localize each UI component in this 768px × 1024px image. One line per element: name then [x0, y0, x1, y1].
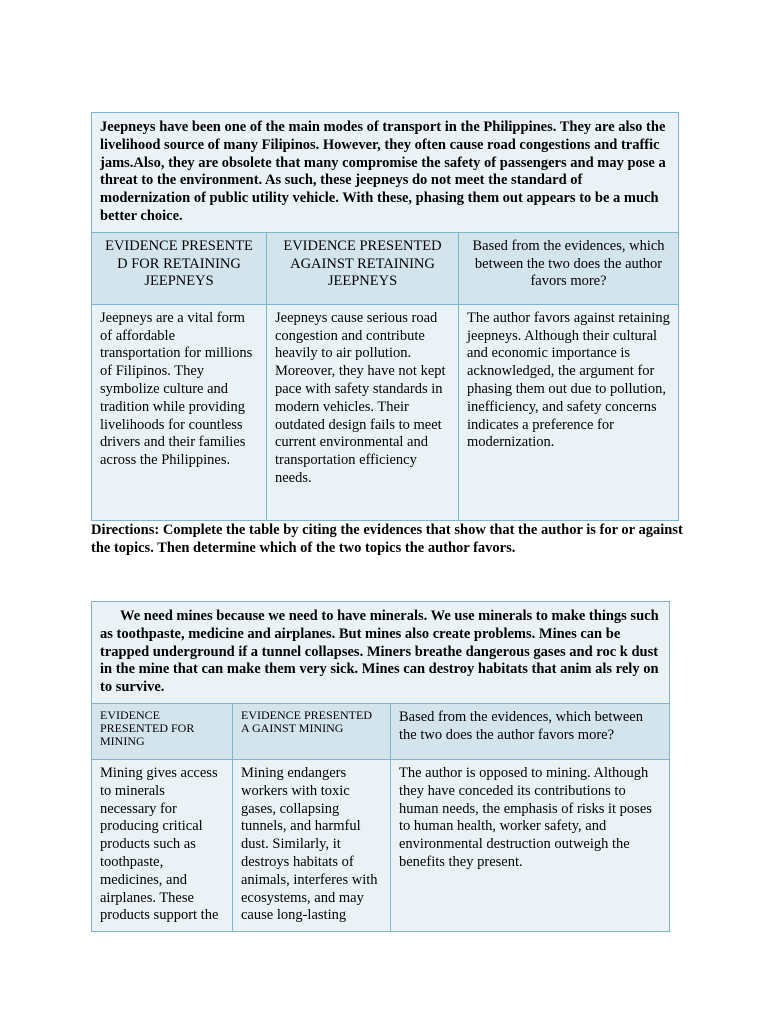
- directions-text: Directions: Complete the table by citing the evidences that show that the author is for or against the topics. Then determine which of the two topics the author favors.: [91, 522, 683, 556]
- evidence-against-cell[interactable]: [233, 759, 391, 931]
- evidence-against-cell[interactable]: [267, 304, 459, 520]
- header-question-label: Based from the evidences, which between the two does the author favors more?: [399, 708, 643, 743]
- evidence-against-text: Mining endangers workers with toxic gases, collapsing tunnels, and harmful dust. Similarly, it destroys habitats of animals, interferes with ecosystems, and may cause long-lasting: [241, 764, 378, 924]
- author-favor-text: The author favors against retaining jeepneys. Although their cultural and economic importance is acknowledged, the argument for phasing them out due to pollution, inefficiency, and safety concerns indicates a preference for modernization.: [467, 309, 670, 451]
- passage-cell: [92, 602, 670, 704]
- header-against-label: EVIDENCE PRESENTED A GAINST MINING: [241, 707, 372, 735]
- header-question-cell: [391, 703, 670, 759]
- evidence-for-cell[interactable]: [92, 304, 267, 520]
- evidence-for-text: Jeepneys are a vital form of affordable transportation for millions of Filipinos. They symbolize culture and tradition while providing livelihoods for countless drivers and their families across the Philippines.: [100, 309, 253, 469]
- evidence-against-text: Jeepneys cause serious road congestion and contribute heavily to air pollution. Moreover, they have not kept pace with safety standards in modern vehicles. Their outdated design fails to meet current environmental and transportation efficiency needs.: [275, 309, 446, 486]
- evidence-for-text: Mining gives access to minerals necessary for producing critical products such as toothpaste, medicines, and airplanes. These products support the: [100, 764, 219, 924]
- header-against-cell: [233, 703, 391, 759]
- author-favor-text: The author is opposed to mining. Although they have conceded its contributions to human needs, the emphasis of risks it poses to human health, worker safety, and environmental destruction outweigh the benefits they present.: [399, 764, 652, 870]
- header-question-cell: [459, 232, 679, 304]
- author-favor-cell[interactable]: [391, 759, 670, 931]
- header-for-cell: [92, 232, 267, 304]
- worksheet-table-jeepneys: [91, 112, 679, 521]
- header-against-cell: [267, 232, 459, 304]
- passage-text: Jeepneys have been one of the main modes of transport in the Philippines. They are also the livelihood source of many Filipinos. However, they often cause road congestions and traffic jams.Also, they are obsolete that many compromise the safety of passengers and may pose a threat to the environment. As such, these jeepneys do not meet the standard of modernization of public utility vehicle. With these, phasing them out appears to be a much better choice.: [100, 119, 666, 224]
- worksheet-table-mining: [91, 601, 670, 932]
- header-for-cell: [92, 703, 233, 759]
- header-question-label: Based from the evidences, which between the two does the author favors more?: [472, 237, 665, 290]
- evidence-for-cell[interactable]: [92, 759, 233, 931]
- header-for-label: EVIDENCE PRESENTED FOR MINING: [100, 707, 195, 748]
- passage-text: We need mines because we need to have minerals. We use minerals to make things such as toothpaste, medicine and airplanes. But mines also create problems. Mines can be trapped underground if a tunnel collapses. Miners breathe dangerous gases and roc k dust in the mine that can make them very sick. Mines can destroy habitats that anim als rely on to survive.: [100, 608, 659, 696]
- passage-cell: [92, 113, 679, 233]
- header-for-label: EVIDENCE PRESENTE D FOR RETAINING JEEPNEYS: [105, 237, 253, 290]
- header-against-label: EVIDENCE PRESENTED AGAINST RETAINING JEEPNEYS: [283, 237, 442, 290]
- author-favor-cell[interactable]: [459, 304, 679, 520]
